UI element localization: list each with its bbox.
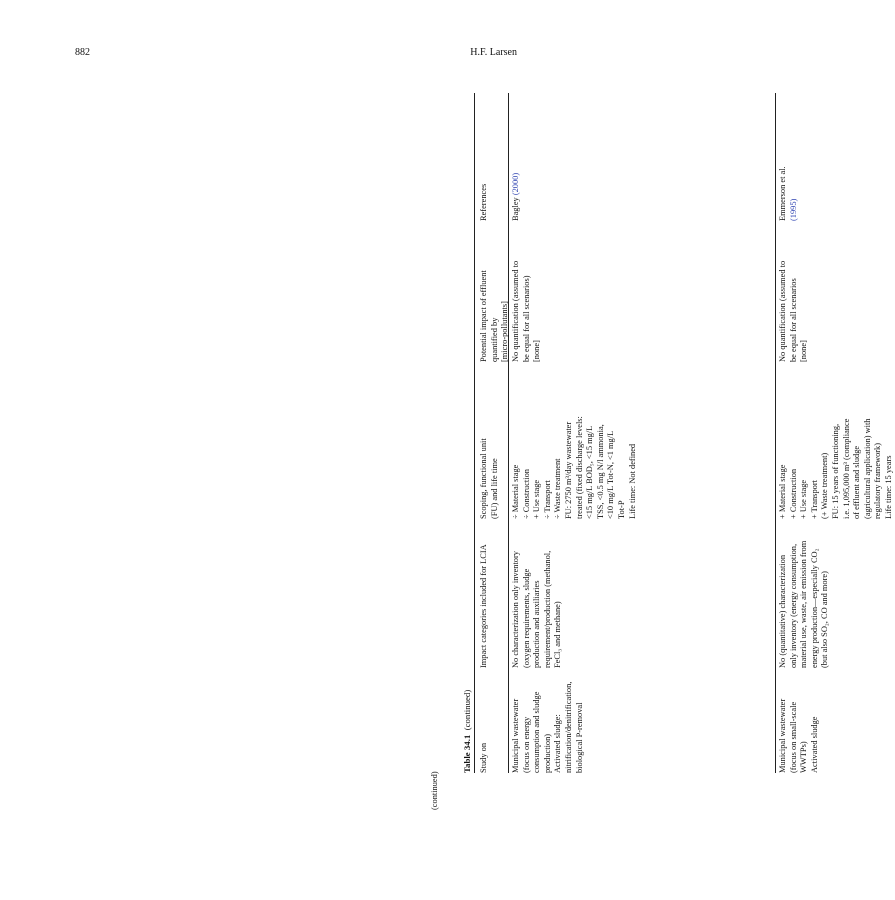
rotated-table: [462, 93, 893, 773]
row-divider: [775, 93, 776, 773]
row2-reference-author: Emmerson et al.: [778, 166, 787, 221]
row1-effluent: [511, 230, 543, 362]
cell-line: ÷ Waste treatment: [553, 458, 563, 519]
cell-line: + Construction: [788, 468, 798, 519]
cell-line: No (quantitative) characterization: [778, 554, 787, 668]
cell-line: + Use stage: [532, 479, 542, 519]
row1-reference: [511, 93, 522, 221]
cell-line: <15 mg/L BOD₅, <15 mg/L: [585, 425, 595, 519]
cell-line: production): [542, 733, 552, 773]
cell-line: TSS, <0.5 mg N/l ammonia,: [595, 424, 605, 519]
cell-line: Impact categories included for LCIA: [479, 544, 488, 668]
cell-line: FeCl₃ and methane): [553, 601, 563, 668]
cell-line: No characterization only inventory: [511, 551, 520, 668]
cell-line: <10 mg/L Tot-N, <1 mg/L: [606, 430, 616, 519]
cell-line: requirement/production (methanol,: [542, 550, 552, 668]
cell-line: (FU) and life time: [489, 458, 499, 519]
cell-line: (but also SO₂, CO and more): [820, 571, 830, 668]
table-caption-continued: (continued): [462, 689, 472, 731]
cell-line: + Use stage: [799, 479, 809, 519]
running-head: H.F. Larsen: [470, 47, 517, 58]
cell-line: References: [479, 183, 488, 221]
cell-line: Life time: Not defined: [627, 443, 637, 519]
row1-reference-year-link[interactable]: (2000): [511, 172, 520, 196]
cell-line: only inventory (energy consumption,: [788, 543, 798, 668]
cell-line: quantified by: [489, 317, 499, 362]
cell-line: be equal for all scenarios): [521, 275, 531, 362]
cell-line: (+ Waste treatment): [820, 452, 830, 519]
table-number: Table 34.1: [462, 734, 472, 773]
header-study: [479, 677, 490, 773]
cell-line: FU: 15 years of functioning,: [830, 423, 840, 519]
row1-scoping: [511, 371, 638, 519]
cell-line: [none]: [532, 340, 542, 362]
cell-line: Tot-P: [616, 500, 626, 519]
cell-line: (focus on small-scale: [788, 701, 798, 773]
cell-line: production and auxiliaries: [532, 580, 542, 668]
cell-line: WWTPs): [799, 741, 809, 773]
cell-line: (agricultural application) with: [862, 418, 872, 519]
header-scoping: [479, 371, 500, 519]
row2-impact: [778, 528, 831, 668]
header-effluent: [479, 230, 511, 362]
row2-reference-year-link[interactable]: (1995): [788, 198, 798, 221]
cell-line: + Material stage: [778, 464, 787, 519]
cell-line: Municipal wastewater: [511, 698, 520, 773]
cell-line: Potential impact of effluent: [479, 270, 488, 362]
cell-line: energy production—especially CO₂: [809, 548, 819, 668]
cell-line: + Transport: [809, 480, 819, 519]
cell-line: biological P-removal: [574, 702, 584, 773]
cell-line: nitrification/denitrification,: [563, 681, 573, 773]
cell-line: (focus on energy: [521, 716, 531, 773]
table-caption: [462, 690, 473, 773]
cell-line: be equal for all scenarios: [788, 278, 798, 362]
cell-line: Life time: 15 years: [883, 455, 893, 519]
header-references: [479, 93, 490, 221]
cell-line: material use, waste, air emission from: [799, 540, 809, 668]
cell-line: FU: 2750 m³/day wastewater: [563, 421, 573, 519]
continued-footer: (continued): [430, 771, 439, 810]
cell-line: [none]: [799, 340, 809, 362]
row1-reference-author: Bagley: [511, 197, 520, 221]
cell-line: Activated sludge:: [553, 714, 563, 773]
cell-line: ÷ Transport: [542, 480, 552, 519]
cell-line: Study on: [479, 742, 488, 773]
cell-line: Activated sludge: [809, 716, 819, 773]
row2-reference: [778, 93, 799, 221]
row2-study: [778, 677, 820, 773]
cell-line: No quantification (assumed to: [511, 260, 520, 362]
cell-line: [micro-pollutants]: [500, 301, 510, 362]
cell-line: regulatory framework): [873, 442, 883, 519]
cell-line: ÷ Material stage: [511, 464, 520, 519]
cell-line: treated (fixed discharge levels:: [574, 416, 584, 519]
top-rule: [474, 93, 475, 773]
cell-line: of effluent and sludge: [852, 445, 862, 519]
header-rule: [508, 93, 509, 773]
row2-scoping: [778, 371, 895, 519]
cell-line: ÷ Construction: [521, 469, 531, 519]
cell-line: No quantification (assumed to: [778, 260, 787, 362]
cell-line: Municipal wastewater: [778, 698, 787, 773]
header-impact: [479, 528, 490, 668]
cell-line: consumption and sludge: [532, 691, 542, 773]
page-number: 882: [75, 47, 90, 58]
row2-effluent: [778, 230, 810, 362]
row1-study: [511, 677, 585, 773]
cell-line: Scoping, functional unit: [479, 438, 488, 519]
row1-impact: [511, 528, 564, 668]
cell-line: i.e. 1,095,000 m³ (compliance: [841, 418, 851, 519]
cell-line: (oxygen requirements, sludge: [521, 568, 531, 668]
